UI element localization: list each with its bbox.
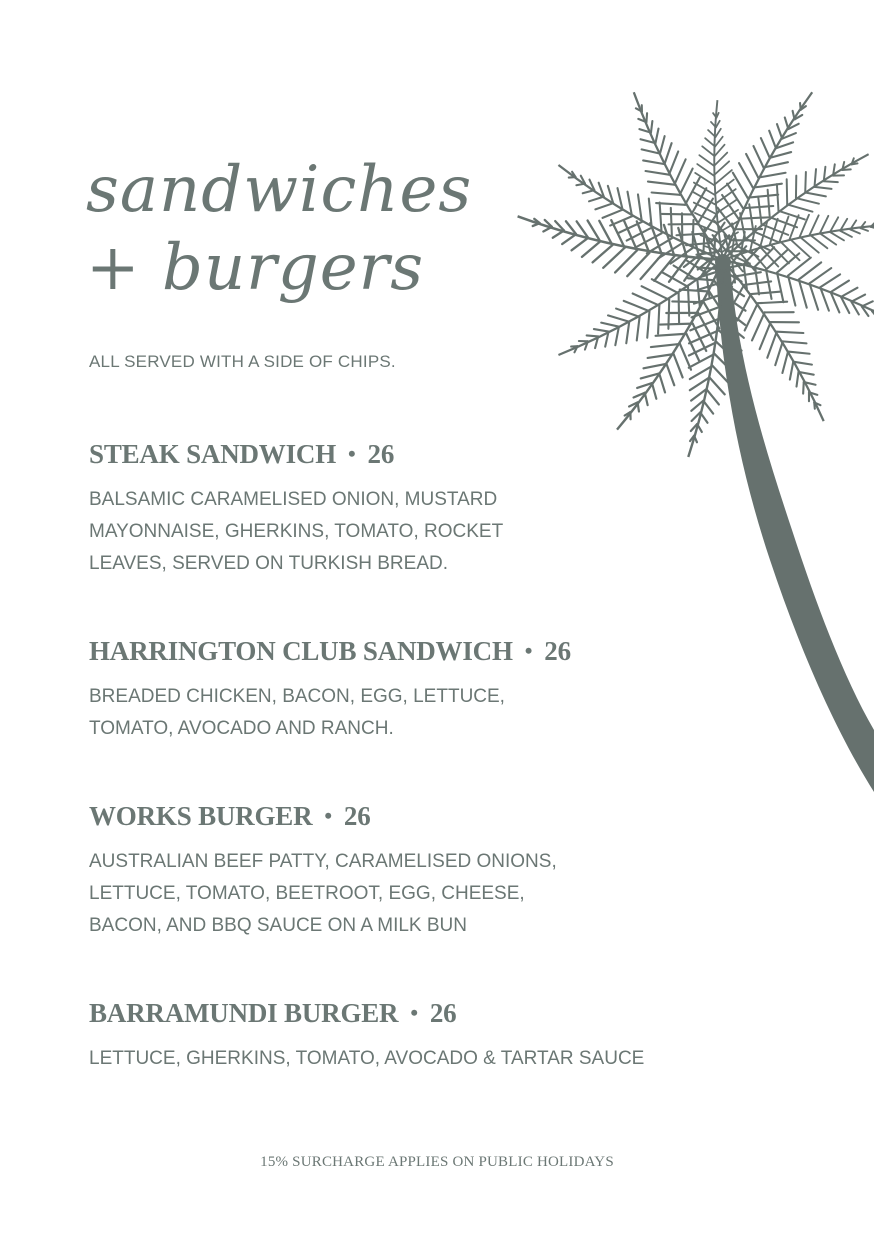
item-heading (89, 441, 503, 468)
item-price: 26 (429, 998, 457, 1028)
item-heading (89, 638, 571, 665)
item-description (89, 1043, 644, 1075)
description-line: LETTUCE, GHERKINS, TOMATO, AVOCADO & TARTAR SAUCE (89, 1048, 645, 1069)
surcharge-footer-note: 15% SURCHARGE APPLIES ON PUBLIC HOLIDAYS (260, 1154, 614, 1170)
description-line: LEAVES, SERVED ON TURKISH BREAD. (89, 553, 448, 574)
separator-dot: • (324, 803, 332, 828)
menu-item-works-burger (89, 803, 557, 942)
description-line: BREADED CHICKEN, BACON, EGG, LETTUCE, (89, 686, 505, 707)
description-line: TOMATO, AVOCADO AND RANCH. (89, 718, 394, 739)
item-name: STEAK SANDWICH (89, 439, 337, 469)
menu-item-barramundi-burger (89, 1000, 644, 1075)
item-price: 26 (367, 439, 395, 469)
menu-title-line-1: sandwiches (86, 153, 473, 227)
item-price: 26 (343, 801, 371, 831)
menu-item-harrington-club-sandwich (89, 638, 571, 745)
item-price: 26 (544, 636, 571, 666)
description-line: LETTUCE, TOMATO, BEETROOT, EGG, CHEESE, (89, 883, 525, 904)
item-description (89, 846, 557, 942)
item-description (89, 681, 571, 745)
menu-subtitle: ALL SERVED WITH A SIDE OF CHIPS. (89, 352, 396, 371)
menu-item-steak-sandwich (89, 441, 503, 580)
description-line: BALSAMIC CARAMELISED ONION, MUSTARD (89, 489, 498, 510)
item-name: BARRAMUNDI BURGER (89, 998, 399, 1028)
separator-dot: • (524, 638, 533, 663)
description-line: AUSTRALIAN BEEF PATTY, CARAMELISED ONIONS, (89, 851, 557, 872)
item-description (89, 484, 503, 580)
item-heading (89, 803, 557, 830)
item-name: HARRINGTON CLUB SANDWICH (89, 636, 513, 666)
description-line: BACON, AND BBQ SAUCE ON A MILK BUN (89, 915, 467, 936)
separator-dot: • (348, 441, 356, 466)
separator-dot: • (410, 1000, 418, 1025)
description-line: MAYONNAISE, GHERKINS, TOMATO, ROCKET (89, 521, 504, 542)
item-name: WORKS BURGER (89, 801, 313, 831)
menu-title-line-2: + burgers (86, 231, 425, 305)
item-heading (89, 1000, 644, 1027)
